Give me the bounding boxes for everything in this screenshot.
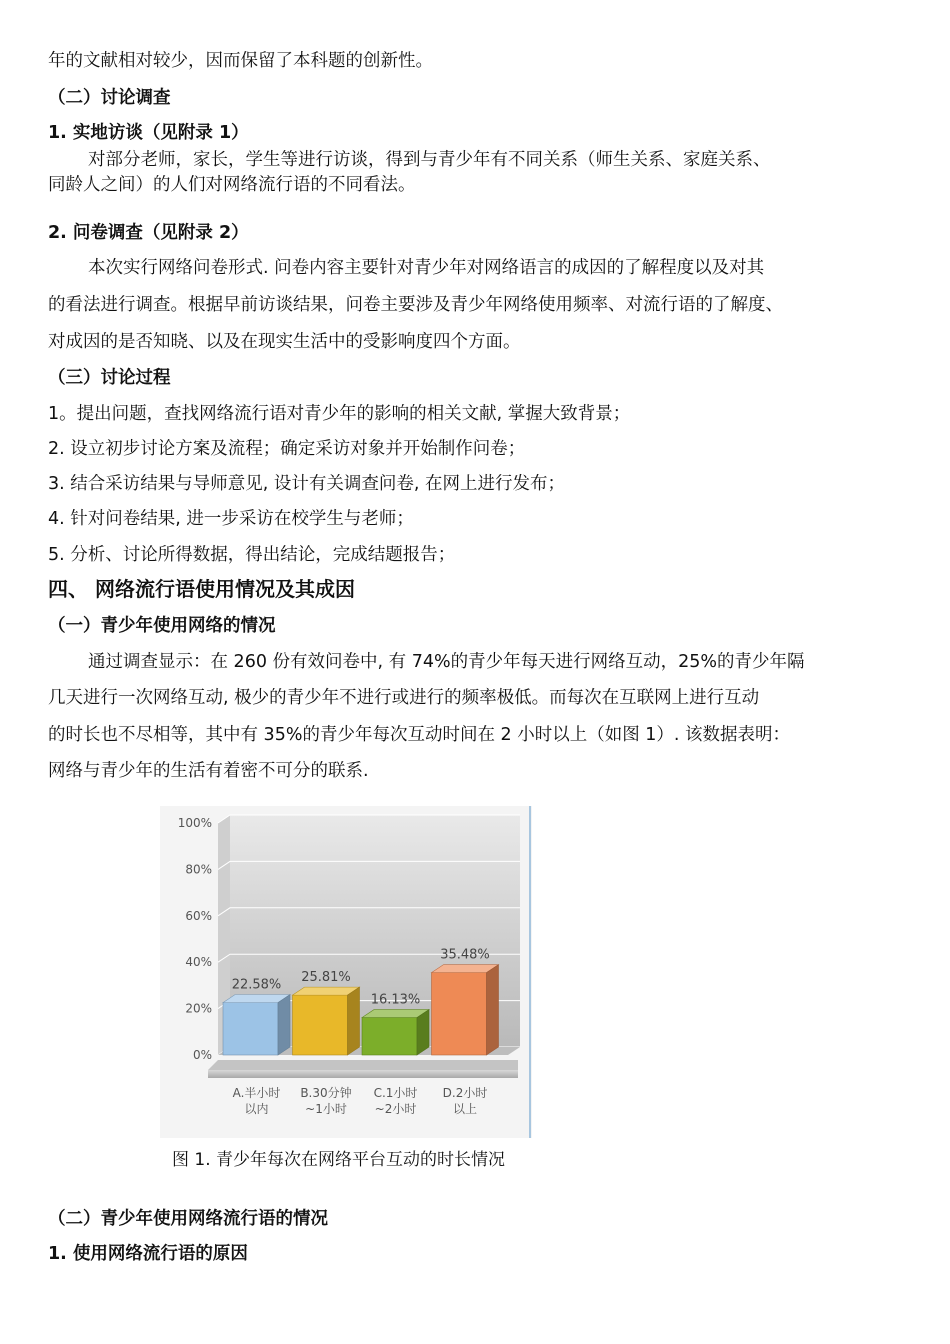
paragraph-line: 同龄人之间）的人们对网络流行语的不同看法。 <box>48 175 416 195</box>
x-tick-label: 以内 <box>244 1102 269 1116</box>
chart-svg <box>160 806 532 1138</box>
bar-front <box>432 973 487 1055</box>
paragraph-line: 的时长也不尽相等，其中有 35%的青少年每次互动时间在 2 小时以上（如图 1）. 该数据表明： <box>48 725 791 745</box>
paragraph-line: 几天进行一次网络互动, 极少的青少年不进行或进行的频率极低。而每次在互联网上进行互动 <box>48 688 760 708</box>
paragraph-line: 对成因的是否知晓、以及在现实生活中的受影响度四个方面。 <box>48 332 521 352</box>
paragraph-line: 本次实行网络问卷形式. 问卷内容主要针对青少年对网络语言的成因的了解程度以及对其 <box>88 258 765 278</box>
list-item: 1。提出问题，查找网络流行语对青少年的影响的相关文献, 掌握大致背景； <box>48 404 631 424</box>
y-tick-label: 80% <box>185 862 212 877</box>
heading-reason: 1. 使用网络流行语的原因 <box>48 1244 248 1264</box>
heading-survey: （二）讨论调查 <box>48 88 171 108</box>
plot-base-shelf <box>208 1060 518 1070</box>
list-item: 2. 设立初步讨论方案及流程；确定采访对象并开始制作问卷； <box>48 439 526 459</box>
section-heading: 四、 网络流行语使用情况及其成因 <box>48 577 355 601</box>
figure-caption: 图 1. 青少年每次在网络平台互动的时长情况 <box>172 1150 506 1170</box>
x-tick-label: ~2小时 <box>374 1102 417 1116</box>
bar-front <box>223 1003 278 1055</box>
x-tick-label: 以上 <box>452 1102 478 1116</box>
data-label: 16.13% <box>370 992 421 1008</box>
paragraph-line: 对部分老师，家长，学生等进行访谈，得到与青少年有不同关系（师生关系、家庭关系、 <box>88 150 771 170</box>
heading-slang: （二）青少年使用网络流行语的情况 <box>48 1209 328 1229</box>
y-tick-label: 40% <box>185 955 212 970</box>
heading-interview: 1. 实地访谈（见附录 1） <box>48 123 249 143</box>
bar-side <box>417 1010 429 1055</box>
x-tick-label: A.半小时 <box>232 1086 281 1100</box>
y-tick-label: 20% <box>185 1001 212 1016</box>
data-label: 35.48% <box>440 947 490 963</box>
heading-usage: （一）青少年使用网络的情况 <box>48 616 276 636</box>
bar-chart <box>160 806 532 1138</box>
x-tick-label: C.1小时 <box>373 1086 418 1100</box>
y-tick-label: 0% <box>192 1048 212 1062</box>
paragraph-line: 通过调查显示：在 260 份有效问卷中, 有 74%的青少年每天进行网络互动，25%的青少年隔 <box>88 652 805 672</box>
bar-front <box>362 1018 417 1055</box>
y-tick-label: 100% <box>177 816 212 830</box>
data-label: 22.58% <box>231 977 282 993</box>
bar-front <box>293 995 348 1055</box>
paragraph-line: 的看法进行调查。根据早前访谈结果，问卷主要涉及青少年网络使用频率、对流行语的了解度、 <box>48 295 783 315</box>
data-label: 25.81% <box>301 970 351 986</box>
x-tick-label: D.2小时 <box>442 1086 488 1100</box>
list-item: 3. 结合采访结果与导师意见, 设计有关调查问卷, 在网上进行发布； <box>48 474 566 494</box>
list-item: 5. 分析、讨论所得数据，得出结论，完成结题报告； <box>48 545 456 565</box>
bar-side <box>487 965 499 1055</box>
text-line: 年的文献相对较少，因而保留了本科题的创新性。 <box>48 51 433 71</box>
bar-side <box>278 995 290 1055</box>
heading-questionnaire: 2. 问卷调查（见附录 2） <box>48 223 249 243</box>
paragraph-line: 网络与青少年的生活有着密不可分的联系. <box>48 761 369 781</box>
plot-area <box>178 815 520 1116</box>
list-item: 4. 针对问卷结果, 进一步采访在校学生与老师； <box>48 509 414 529</box>
y-tick-label: 60% <box>185 908 212 923</box>
bar-side <box>348 987 360 1055</box>
x-tick-label: ~1小时 <box>305 1102 347 1116</box>
heading-process: （三）讨论过程 <box>48 368 171 388</box>
plot-base-front <box>208 1070 518 1078</box>
x-tick-label: B.30分钟 <box>300 1086 352 1100</box>
